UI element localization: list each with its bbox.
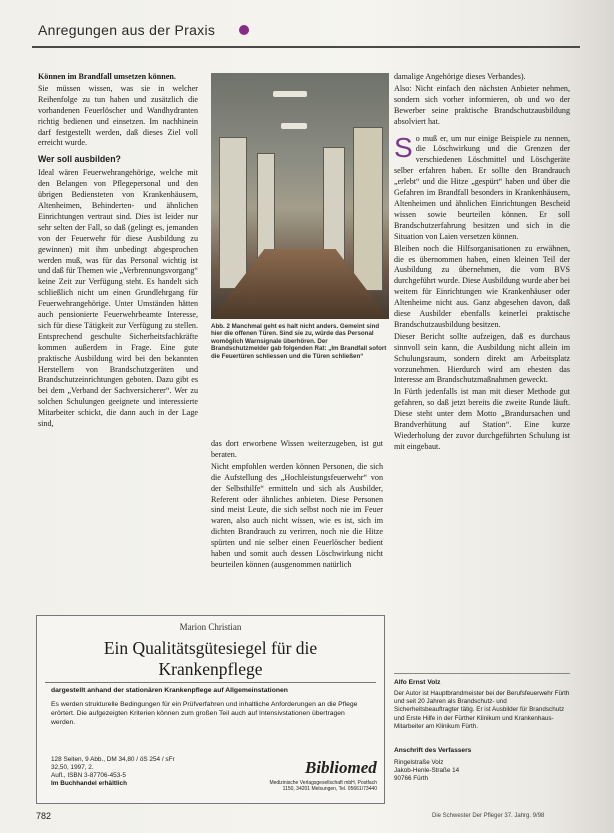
col2-paragraph-2: Nicht empfohlen werden können Personen, die sich die Aufstellung des „Hochleistungsfeuerwehr“ von der Selbsthilfe“ ermitteln und sich als Ausbilder, Referent oder ähnliches anbieten. Diese Personen sind meist Leute, die sich selbst noch nie im Feuer waren, also auch nicht wissen, wie es ist, sich im dichten Brandrauch zu verirren, noch nie die Hitze spürten und nie selber einen Feuerlöscher bedient haben und somit auch dessen Löschwirkung nicht beurteilen können (ausgenommen natürlich bbox=[211, 461, 383, 569]
col3-paragraph-5: Dieser Bericht sollte aufzeigen, daß es durchaus sinnvoll sein kann, die Ausbildung nicht allein im Schulungsraum, sondern direkt am Arbeitsplatz vorzunehmen. Hierdurch wird am ehesten das Interesse am Brandschutzmaßnahmen geweckt. bbox=[394, 331, 570, 385]
subheading-wer-soll-ausbilden: Wer soll ausbilden? bbox=[38, 154, 121, 165]
ad-book-title bbox=[37, 638, 384, 680]
col2-paragraph-1: das dort erworbene Wissen weiterzugeben, ist gut beraten. bbox=[211, 439, 383, 459]
address-line: 90766 Fürth bbox=[394, 775, 428, 783]
author-bio: Der Autor ist Hauptbrandmeister bei der Berufsfeuerwehr Fürth und seit 20 Jahren als Brandschutz- und Sicherheitsbeauftragter tätig. Er ist Ausbilder für Brandschutz und Erste Hilfe in der Fürther Klinikum und Krankenhaus-Mitarbeiter am Klinikum Fürth. bbox=[394, 690, 570, 730]
address-line: Ringelstraße Volz bbox=[394, 759, 444, 766]
page-number: 782 bbox=[36, 811, 52, 821]
ad-biblio-line: Im Buchhandel erhältlich bbox=[51, 780, 127, 787]
hospital-corridor-photo bbox=[211, 73, 389, 319]
ad-title-line: Krankenpflege bbox=[158, 659, 263, 679]
section-title: Anregungen aus der Praxis bbox=[38, 22, 216, 38]
col3-paragraph-2: Also: Nicht einfach den nächsten Anbieter nehmen, sondern sich vorher informieren, ob und wo der Bewerber seine praktische Brandschutzausbildung absolviert hat. bbox=[394, 83, 570, 126]
book-advertisement bbox=[36, 615, 385, 804]
address-line: Jakob-Henle-Straße 14 bbox=[394, 767, 460, 775]
col1-paragraph-3: Ideal wären Feuerwehrangehörige, welche mit den Belangen von Pflegepersonal und den übrigen Bediensteten von Krankenhäusern, Altenheimen, Behinderten- und ähnlichen Einrichtungen vertraut sind. Dies ist leider nur sehr selten der Fall, so daß (gelingt es, jemanden von der Feuerwehr für diese Ausbildung zu gewinnen) mit ihm unbedingt abgesprochen werden muß, was für das Personal wichtig ist und daß für Themen wie „Verbrennungsvorgang“ keine Zeit zur Verfügung steht. Es handelt sich schließlich nicht um einen Grundlehrgang für Feuerwehrangehörige. Unter Umständen hätten auch pensionierte Feuerwehrbeamte Interesse, sich für diese Tätigkeit zur Verfügung zu stellen. Entsprechend geschulte Sicherheitsfachkräfte kommen außerdem in Frage. Eine gute praktische Ausbildung wird bei den bekannten Herstellern von Brandschutzgeräten und Brandschutzeinrichtungen geboten. Dazu gibt es bei dem „Verband der Sachversicherer“. Wer zu solchen Schulungen geeignete und interessierte Mitarbeiter schickt, die dann auch in der Lage sind, bbox=[38, 168, 198, 429]
ad-description: Es werden strukturelle Bedingungen für ein Prüfverfahren und inhaltliche Anforderungen an die Pflege erörtert. Die aufgezeigten Kriterien können zum großen Teil auch auf Intensivstationen übertragen werden. bbox=[51, 701, 358, 726]
col3-paragraph-4: Bleiben noch die Hilfsorganisationen zu erwähnen, die es übernommen haben, einen kleinen Teil der Ausbildung zu übernehmen, die vom BVS durchgeführt wurde. Diese Ausbildung wurde aber bei weitem für Einrichtungen wie Krankenhäuser oder Altenheime nicht aus. Ganz abgesehen davon, daß diese Ausbilder ebenfalls keinerlei praktische Brandschutzausbildung besitzen. bbox=[394, 243, 570, 329]
col3-paragraph-3: o muß er, um nur einige Beispiele zu nennen, die Löschwirkung und die Grenzen der verschiedenen Löschmittel und Löschgeräte selber erfahren haben. Er sollte den Brandrauch „erlebt“ und die Hitze „gespürt“ haben und über die Gefahren im Brandfall besonders in Krankenhäusern, Altenheimen und ähnlichen Einrichtungen Bescheid wissen sowie beurteilen können. Er soll Brandschutzerfahrung besitzen und sich in die Situation von Laien versetzen können. bbox=[394, 133, 570, 241]
address-heading: Anschrift des Verfassers bbox=[394, 747, 472, 754]
column-2 bbox=[211, 439, 383, 572]
ad-biblio-line: 128 Seiten, 9 Abb., DM 34,80 / öS 254 / sFr 32,50, 1997, 2. bbox=[51, 756, 175, 771]
publisher-address: Medizinische Verlagsgesellschaft mbH, Postfach 1150, 34201 Melsungen, Tel. 05661/73440 bbox=[269, 780, 377, 792]
col3-paragraph-1: damalige Angehörige dieses Verbandes). bbox=[394, 72, 526, 81]
journal-citation: Die Schwester Der Pfleger 37. Jahrg. 9/98 bbox=[432, 813, 545, 819]
column-1 bbox=[38, 72, 198, 431]
col3-paragraph-6: In Fürth jedenfalls ist man mit dieser Methode gut gefahren, so daß jetzt bereits die zweite Runde läuft. Diese steht unter dem Motto „Brandursachen und Brandverhütung auf Station“. Eine kurze Wiederholung der zuvor durchgeführten Schulung ist mit eingebaut. bbox=[394, 387, 570, 451]
ad-subtitle: dargestellt anhand der stationären Krankenpflege auf Allgemeinstationen bbox=[51, 687, 288, 694]
ad-book-author: Marion Christian bbox=[179, 622, 242, 632]
figure-caption: Abb. 2 Manchmal geht es halt nicht anders. Gemeint sind hier die offenen Türen. Sind sie zu, würde das Personal womöglich Warnsignale überhören. Der Brandschutzmelder gab folgenden Rat: „Im Brandfall sofort die Feuertüren schliessen und die Türen schließen“ bbox=[211, 323, 387, 360]
col1-paragraph-1: Können im Brandfall umsetzen können. bbox=[38, 72, 176, 81]
ad-divider bbox=[45, 682, 376, 683]
drop-cap: S bbox=[394, 131, 413, 163]
ad-title-line: Ein Qualitätsgütesiegel für die bbox=[103, 638, 318, 658]
column-3 bbox=[394, 72, 570, 454]
bio-separator bbox=[394, 673, 570, 674]
section-marker-dot bbox=[239, 25, 249, 35]
publisher-logo: Bibliomed bbox=[305, 758, 377, 777]
ad-bibliographic-info bbox=[51, 756, 191, 788]
ad-biblio-line: Aufl., ISBN 3-87706-453-5 bbox=[51, 772, 126, 779]
author-address bbox=[394, 759, 570, 784]
author-name: Alfo Ernst Volz bbox=[394, 679, 441, 686]
col1-paragraph-2: Sie müssen wissen, was sie in welcher Reihenfolge zu tun haben und zusätzlich die vorhandenen Feuerlöscher und Wandhydranten richtig bedienen und einsetzen. Im nachhinein darf festgestellt werden, daß dieses Ziel voll erreicht wurde. bbox=[38, 83, 198, 148]
